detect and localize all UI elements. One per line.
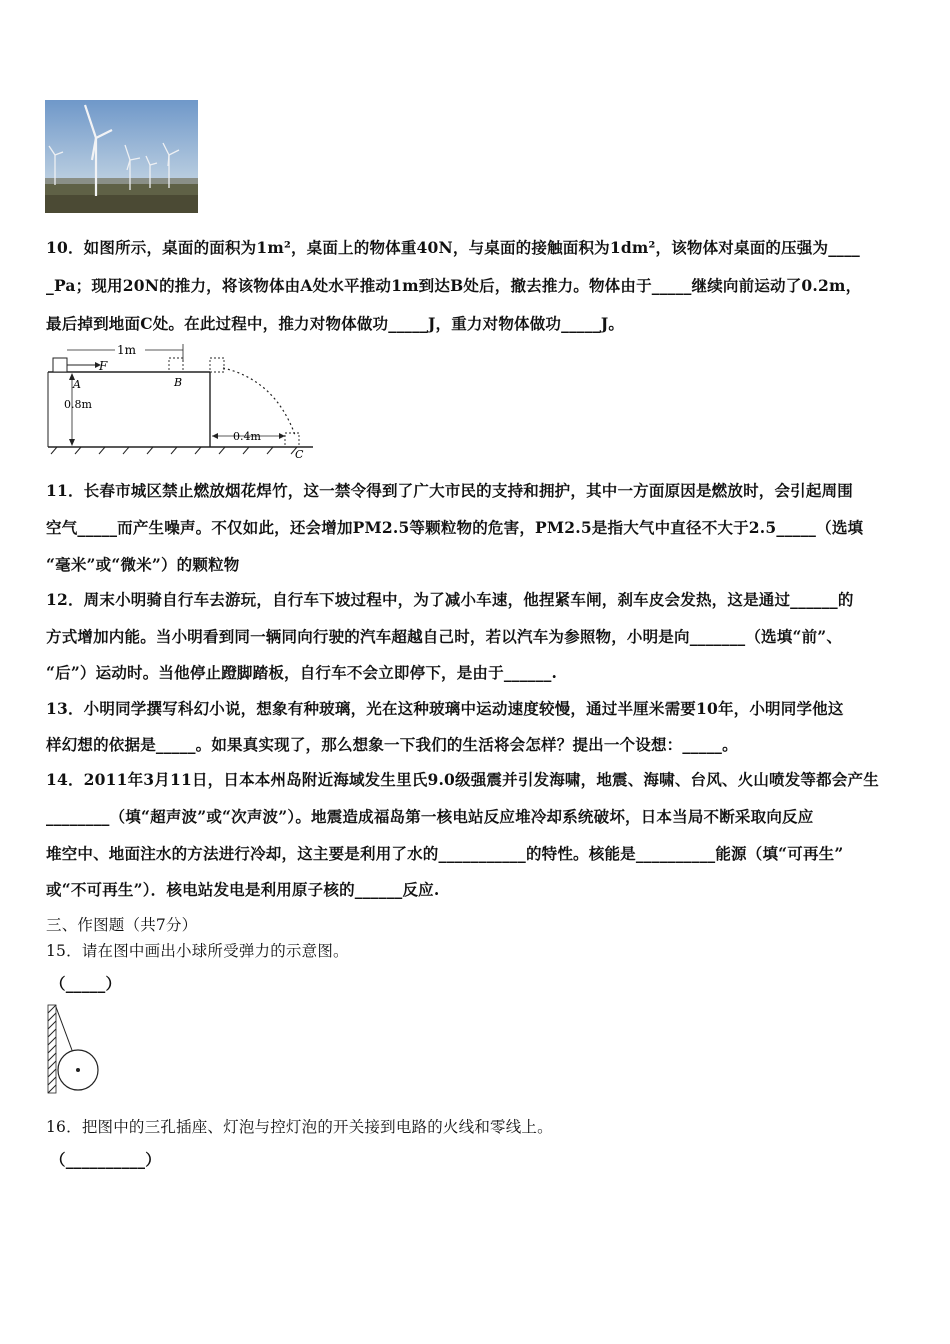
q13-line-1: 13．小明同学撰写科幻小说，想象有种玻璃，光在这种玻璃中运动速度较慢，通过半厘米需要10年，小明同学他这 [46,699,844,718]
q14-line-2: ________（填“超声波”或“次声波”）。地震造成福岛第一核电站反应堆冷却系统破坏，日本当局不断采取向反应 [46,807,814,826]
q10-line-3: 最后掉到地面C处。在此过程中，推力对物体做功_____J，重力对物体做功_____J。 [46,314,625,333]
q11-line-2: 空气_____而产生噪声。不仅如此，还会增加PM2.5等颗粒物的危害，PM2.5是指大气中直径不大于2.5_____（选填 [46,518,864,537]
q11-line-3: “毫米”或“微米”）的颗粒物 [46,555,240,574]
q15-answer: （_____） [50,974,122,993]
q10-label-b: B [174,376,183,389]
q13-line-2: 样幻想的依据是_____。如果真实现了，那么想象一下我们的生活将会怎样？提出一个设想：_____。 [46,735,738,754]
q10-label-1m: 1m [117,343,137,357]
q10-label-c: C [295,448,304,461]
q14-line-1: 14．2011年3月11日，日本本州岛附近海域发生里氏9.0级强震并引发海啸，地震、海啸、台风、火山喷发等都会产生 [46,770,879,789]
q16-text: 16．把图中的三孔插座、灯泡与控灯泡的开关接到电路的火线和零线上。 [46,1118,553,1136]
q14-line-4: 或“不可再生”）．核电站发电是利用原子核的______反应. [46,880,440,899]
q10-label-08m: 0.8m [64,398,92,411]
q12-line-1: 12．周末小明骑自行车去游玩，自行车下坡过程中，为了减小车速，他捏紧车闸，刹车皮会发热，这是通过______的 [46,590,854,609]
q14-line-3: 堆空中、地面注水的方法进行冷却，这主要是利用了水的___________的特性。核能是__________能源（填“可再生” [46,844,844,863]
q11-line-1: 11．长春市城区禁止燃放烟花焊竹，这一禁令得到了广大市民的支持和拥护，其中一方面原因是燃放时，会引起周围 [46,481,853,500]
q10-line-1: 10．如图所示，桌面的面积为1m²，桌面上的物体重40N，与桌面的接触面积为1dm²，该物体对桌面的压强为____ [46,238,860,257]
q15-ball-diagram [46,1003,104,1095]
wind-turbine-photo [45,100,198,213]
q10-label-f: F [99,359,108,373]
q16-answer: （__________） [50,1150,161,1169]
q15-text: 15．请在图中画出小球所受弹力的示意图。 [46,942,349,960]
q10-label-a: A [73,378,81,391]
q10-diagram [45,340,317,462]
q10-line-2: _Pa；现用20N的推力，将该物体由A处水平推动1m到达B处后，撤去推力。物体由于_____继续向前运动了0.2m， [46,276,862,295]
q12-line-3: “后”）运动时。当他停止蹬脚踏板，自行车不会立即停下，是由于______. [46,663,558,682]
q12-line-2: 方式增加内能。当小明看到同一辆同向行驶的汽车超越自己时，若以汽车为参照物，小明是向_______（选填“前”、 [46,627,843,646]
q10-label-04m: 0.4m [233,430,261,443]
section-3-heading: 三、作图题（共7分） [46,916,198,934]
